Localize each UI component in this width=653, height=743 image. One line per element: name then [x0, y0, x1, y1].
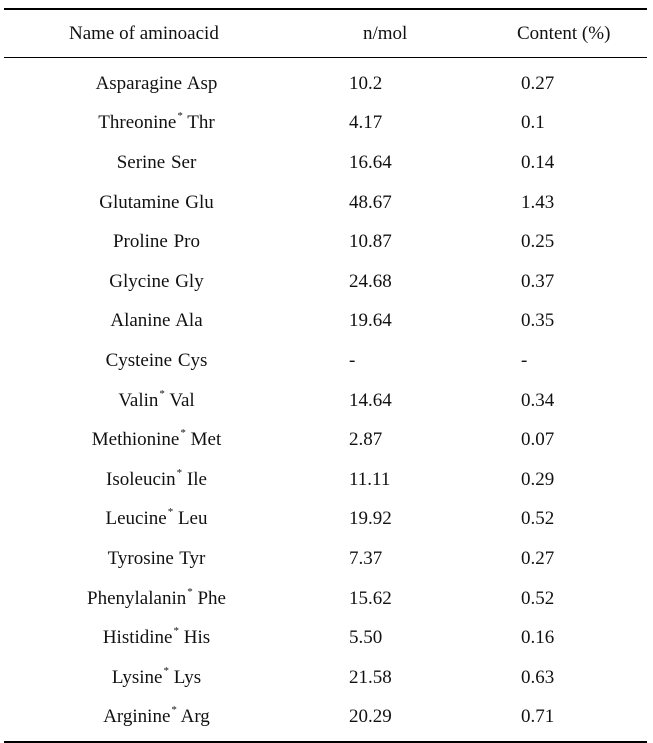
- table-row: [4, 341, 647, 381]
- amino-acid-table-container: [4, 8, 647, 743]
- aminoacid-name: Phenylalanin: [87, 587, 187, 609]
- table-row: [4, 302, 647, 342]
- essential-marker: *: [173, 625, 179, 638]
- aminoacid-name: Alanine: [110, 310, 171, 332]
- aminoacid-name: Proline: [112, 231, 168, 253]
- table-row: [4, 381, 647, 421]
- content-percent-cell: 0.07: [521, 429, 555, 451]
- aminoacid-name: Threonine: [98, 112, 177, 134]
- aminoacid-name: Lysine: [111, 666, 163, 688]
- nmol-cell: 4.17: [349, 112, 383, 134]
- aminoacid-name-text: [106, 350, 208, 372]
- nmol-cell: 24.68: [349, 270, 392, 292]
- essential-marker: *: [167, 506, 174, 519]
- content-percent-cell: 0.52: [521, 508, 555, 530]
- aminoacid-abbreviation: Leu: [177, 508, 208, 530]
- nmol-cell: 20.29: [309, 698, 469, 743]
- aminoacid-name: Isoleucin: [106, 468, 176, 490]
- aminoacid-name-text: [103, 706, 210, 728]
- nmol-cell: 5.50: [349, 627, 383, 649]
- aminoacid-name: Valin: [118, 389, 159, 411]
- nmol-cell: 11.11: [349, 468, 391, 490]
- table-row: [4, 222, 647, 262]
- aminoacid-name: Serine: [116, 151, 166, 173]
- aminoacid-abbreviation: Thr: [187, 112, 215, 134]
- content-percent-cell: 0.34: [521, 389, 555, 411]
- content-percent-cell: 0.35: [521, 310, 555, 332]
- header-name-of-aminoacid: Name of aminoacid: [4, 9, 309, 58]
- aminoacid-name-text: [109, 271, 203, 293]
- nmol-cell: 7.37: [349, 547, 383, 569]
- aminoacid-name-cell: [4, 381, 309, 421]
- header-row: [4, 9, 647, 58]
- aminoacid-name-cell: [4, 539, 309, 579]
- content-percent-cell: 0.25: [521, 231, 555, 253]
- aminoacid-name-text: [118, 387, 195, 412]
- essential-marker: *: [159, 387, 165, 400]
- amino-acid-table: [4, 8, 647, 743]
- aminoacid-abbreviation: Asp: [186, 72, 218, 94]
- aminoacid-abbreviation: Ile: [186, 468, 207, 490]
- nmol-cell: 16.64: [349, 151, 392, 173]
- table-row: [4, 183, 647, 223]
- aminoacid-name: Glutamine: [99, 191, 180, 213]
- content-percent-cell: -: [521, 349, 528, 371]
- aminoacid-abbreviation: Phe: [197, 587, 226, 609]
- aminoacid-name-text: [117, 152, 197, 174]
- content-percent-cell: 0.29: [521, 468, 555, 490]
- content-percent-cell: 0.1: [521, 112, 545, 134]
- aminoacid-name-cell: [4, 500, 309, 540]
- aminoacid-name-text: [108, 548, 206, 570]
- aminoacid-abbreviation: Met: [190, 429, 222, 451]
- aminoacid-name: Asparagine: [95, 72, 183, 94]
- aminoacid-abbreviation: Lys: [173, 666, 202, 688]
- table-row: [4, 500, 647, 540]
- table-body: [4, 58, 647, 743]
- aminoacid-name-text: [96, 73, 218, 95]
- table-row: [4, 579, 647, 619]
- table-row: [4, 658, 647, 698]
- aminoacid-name: Tyrosine: [107, 547, 174, 569]
- aminoacid-name-text: [111, 664, 202, 689]
- table-header: [4, 9, 647, 58]
- essential-marker: *: [187, 585, 193, 598]
- table-row: [4, 539, 647, 579]
- content-percent-cell: 0.27: [521, 72, 555, 94]
- essential-marker: *: [163, 664, 169, 677]
- nmol-cell: 14.64: [349, 389, 392, 411]
- aminoacid-abbreviation: Cys: [177, 349, 208, 371]
- table-row: [4, 58, 647, 104]
- content-percent-cell: 1.43: [521, 191, 555, 213]
- aminoacid-abbreviation: Gly: [175, 270, 204, 292]
- aminoacid-name: Methionine: [91, 429, 180, 451]
- aminoacid-name: Arginine: [103, 706, 171, 728]
- header-nmol: n/mol: [309, 9, 469, 58]
- table-row: [4, 143, 647, 183]
- table-row: [4, 104, 647, 144]
- aminoacid-abbreviation: Pro: [173, 231, 201, 253]
- aminoacid-name-text: [99, 192, 213, 214]
- aminoacid-abbreviation: Glu: [185, 191, 214, 213]
- table-row: [4, 618, 647, 658]
- nmol-cell: 21.58: [349, 666, 392, 688]
- content-percent-cell: 0.71: [469, 698, 647, 743]
- aminoacid-name-cell: [4, 58, 309, 104]
- table-row: [4, 698, 647, 743]
- aminoacid-name-text: [106, 508, 208, 530]
- nmol-cell: 2.87: [349, 429, 383, 451]
- aminoacid-name-text: [110, 310, 202, 332]
- aminoacid-name-cell: [4, 698, 309, 743]
- aminoacid-abbreviation: Tyr: [179, 547, 206, 569]
- essential-marker: *: [176, 466, 183, 479]
- aminoacid-name-cell: [4, 460, 309, 500]
- table-row: [4, 262, 647, 302]
- aminoacid-name-text: [113, 231, 200, 253]
- aminoacid-name: Histidine: [102, 627, 173, 649]
- content-percent-cell: 0.52: [521, 587, 555, 609]
- aminoacid-name-cell: [4, 658, 309, 698]
- aminoacid-name-cell: [4, 618, 309, 658]
- aminoacid-name-cell: [4, 262, 309, 302]
- aminoacid-name-text: [92, 429, 221, 451]
- table-row: [4, 460, 647, 500]
- aminoacid-abbreviation: His: [183, 627, 211, 649]
- content-percent-cell: 0.16: [521, 627, 555, 649]
- aminoacid-name-text: [106, 466, 207, 491]
- aminoacid-name-cell: [4, 302, 309, 342]
- essential-marker: *: [177, 110, 183, 123]
- content-percent-cell: 0.27: [521, 547, 555, 569]
- table-row: [4, 420, 647, 460]
- nmol-cell: 10.2: [349, 72, 383, 94]
- aminoacid-name-text: [103, 627, 210, 649]
- aminoacid-name-cell: [4, 104, 309, 144]
- aminoacid-name: Cysteine: [105, 349, 173, 371]
- aminoacid-name-text: [98, 112, 214, 134]
- aminoacid-name-cell: [4, 183, 309, 223]
- nmol-cell: 48.67: [349, 191, 392, 213]
- aminoacid-name-cell: [4, 222, 309, 262]
- content-percent-cell: 0.14: [521, 151, 555, 173]
- aminoacid-name-cell: [4, 420, 309, 460]
- aminoacid-name: Leucine: [105, 508, 167, 530]
- nmol-cell: 19.64: [349, 310, 392, 332]
- essential-marker: *: [171, 704, 177, 717]
- nmol-cell: 15.62: [349, 587, 392, 609]
- aminoacid-abbreviation: Ser: [170, 151, 197, 173]
- nmol-cell: -: [349, 349, 356, 371]
- aminoacid-abbreviation: Arg: [180, 706, 210, 728]
- aminoacid-abbreviation: Ala: [175, 310, 203, 332]
- header-content-percent: Content (%): [469, 9, 647, 58]
- content-percent-cell: 0.37: [521, 270, 555, 292]
- aminoacid-name-cell: [4, 143, 309, 183]
- aminoacid-abbreviation: Val: [169, 389, 195, 411]
- aminoacid-name: Glycine: [109, 270, 170, 292]
- content-percent-cell: 0.63: [521, 666, 555, 688]
- essential-marker: *: [180, 427, 186, 440]
- aminoacid-name-cell: [4, 579, 309, 619]
- aminoacid-name-text: [87, 585, 226, 610]
- nmol-cell: 10.87: [349, 231, 392, 253]
- nmol-cell: 19.92: [349, 508, 392, 530]
- aminoacid-name-cell: [4, 341, 309, 381]
